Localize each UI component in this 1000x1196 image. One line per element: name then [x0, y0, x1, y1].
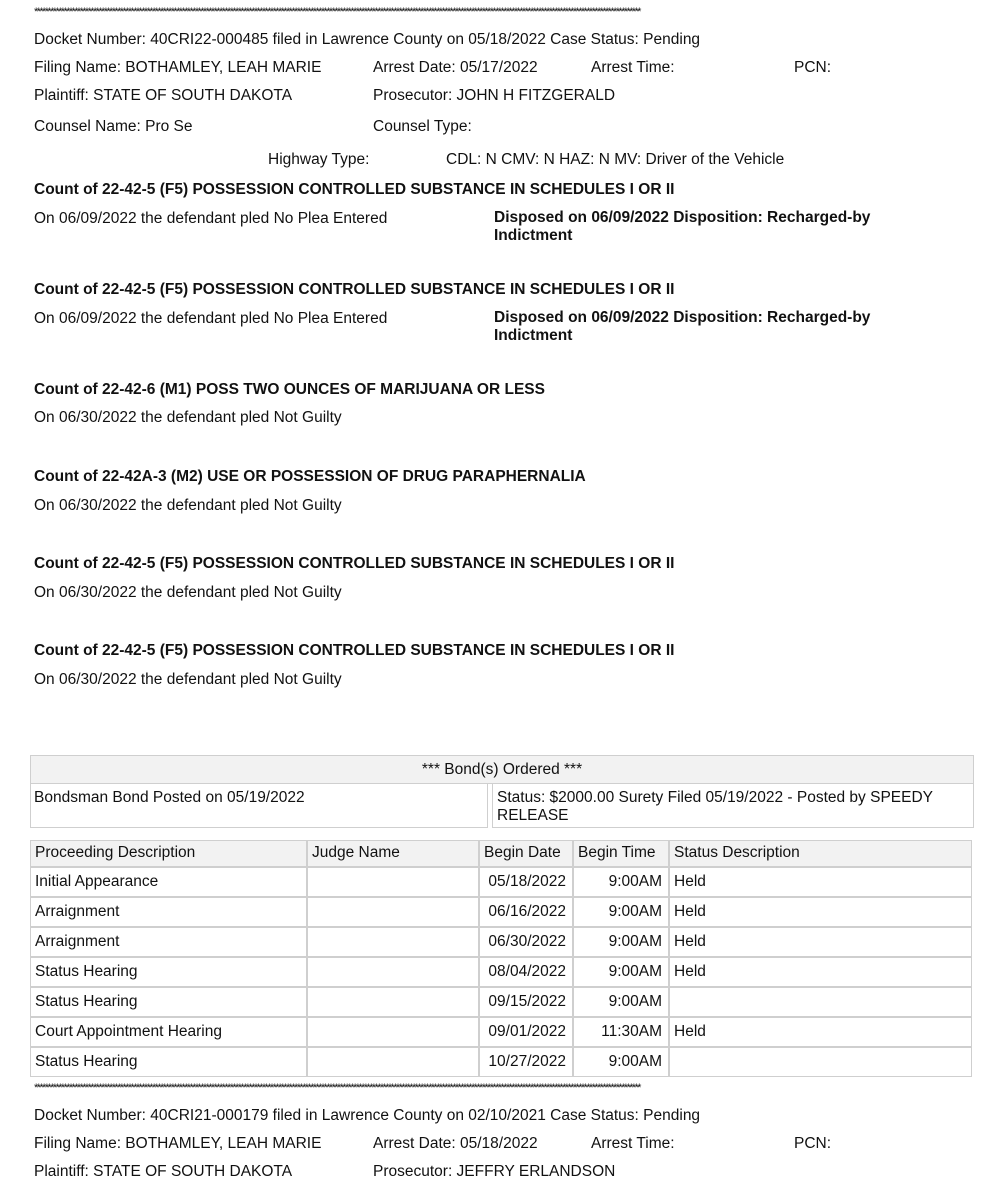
begin-time: 9:00AM — [573, 927, 669, 957]
plaintiff: Plaintiff: STATE OF SOUTH DAKOTA — [34, 87, 293, 104]
col-header-status: Status Description — [669, 840, 972, 867]
proceeding-description: Initial Appearance — [30, 867, 307, 897]
count-title: Count of 22-42A-3 (M2) USE OR POSSESSION OF DRUG PARAPHERNALIA — [34, 468, 586, 485]
status-description: Held — [669, 927, 972, 957]
separator-top: ********************************************************************************************************************************************************************************************************************************** — [34, 6, 640, 18]
col-header-begin-date: Begin Date — [479, 840, 573, 867]
filing-name: Filing Name: BOTHAMLEY, LEAH MARIE — [34, 59, 322, 76]
judge-name — [307, 1047, 479, 1077]
col-header-proceeding: Proceeding Description — [30, 840, 307, 867]
status-description: Held — [669, 867, 972, 897]
count-plea: On 06/09/2022 the defendant pled No Plea Entered — [34, 210, 388, 227]
begin-date: 06/16/2022 — [479, 897, 573, 927]
judge-name — [307, 927, 479, 957]
prosecutor-2: Prosecutor: JEFFRY ERLANDSON — [373, 1163, 616, 1180]
bond-posted-cell — [30, 783, 488, 828]
count-title: Count of 22-42-5 (F5) POSSESSION CONTROLLED SUBSTANCE IN SCHEDULES I OR II — [34, 181, 675, 198]
pcn-2: PCN: — [794, 1135, 832, 1152]
arrest-time: Arrest Time: — [591, 59, 675, 76]
judge-name — [307, 987, 479, 1017]
count-title: Count of 22-42-5 (F5) POSSESSION CONTROLLED SUBSTANCE IN SCHEDULES I OR II — [34, 281, 675, 298]
begin-date: 09/01/2022 — [479, 1017, 573, 1047]
count-title: Count of 22-42-5 (F5) POSSESSION CONTROLLED SUBSTANCE IN SCHEDULES I OR II — [34, 555, 675, 572]
arrest-date-2: Arrest Date: 05/18/2022 — [373, 1135, 538, 1152]
status-description: Held — [669, 957, 972, 987]
vehicle-flags: CDL: N CMV: N HAZ: N MV: Driver of the Vehicle — [446, 151, 785, 168]
arrest-time-2: Arrest Time: — [591, 1135, 675, 1152]
begin-time: 9:00AM — [573, 897, 669, 927]
col-header-judge: Judge Name — [307, 840, 479, 867]
begin-date: 08/04/2022 — [479, 957, 573, 987]
count-disposition: Disposed on 06/09/2022 Disposition: Recharged-by Indictment — [494, 309, 871, 344]
arrest-date: Arrest Date: 05/17/2022 — [373, 59, 538, 76]
bond-posted: Bondsman Bond Posted on 05/19/2022 — [34, 789, 305, 806]
count-plea: On 06/30/2022 the defendant pled Not Guilty — [34, 409, 342, 426]
proceeding-description: Court Appointment Hearing — [30, 1017, 307, 1047]
plaintiff-2: Plaintiff: STATE OF SOUTH DAKOTA — [34, 1163, 293, 1180]
begin-date: 09/15/2022 — [479, 987, 573, 1017]
begin-time: 9:00AM — [573, 957, 669, 987]
col-header-begin-time: Begin Time — [573, 840, 669, 867]
bond-status: Status: $2000.00 Surety Filed 05/19/2022 - Posted by SPEEDY RELEASE — [497, 789, 933, 824]
proceeding-description: Status Hearing — [30, 957, 307, 987]
count-plea: On 06/30/2022 the defendant pled Not Guilty — [34, 671, 342, 688]
begin-date: 06/30/2022 — [479, 927, 573, 957]
separator-bottom: ********************************************************************************************************************************************************************************************************************************** — [34, 1082, 640, 1094]
prosecutor: Prosecutor: JOHN H FITZGERALD — [373, 87, 616, 104]
proceeding-description: Status Hearing — [30, 1047, 307, 1077]
count-title: Count of 22-42-6 (M1) POSS TWO OUNCES OF MARIJUANA OR LESS — [34, 381, 545, 398]
proceeding-description: Arraignment — [30, 897, 307, 927]
pcn: PCN: — [794, 59, 832, 76]
count-disposition: Disposed on 06/09/2022 Disposition: Recharged-by Indictment — [494, 209, 871, 244]
begin-date: 10/27/2022 — [479, 1047, 573, 1077]
proceeding-description: Status Hearing — [30, 987, 307, 1017]
judge-name — [307, 1017, 479, 1047]
begin-time: 11:30AM — [573, 1017, 669, 1047]
docket-line: Docket Number: 40CRI22-000485 filed in Lawrence County on 05/18/2022 Case Status: Pending — [34, 31, 701, 48]
begin-time: 9:00AM — [573, 867, 669, 897]
begin-date: 05/18/2022 — [479, 867, 573, 897]
proceeding-description: Arraignment — [30, 927, 307, 957]
filing-name-2: Filing Name: BOTHAMLEY, LEAH MARIE — [34, 1135, 322, 1152]
status-description — [669, 1047, 972, 1077]
status-description — [669, 987, 972, 1017]
begin-time: 9:00AM — [573, 1047, 669, 1077]
status-description: Held — [669, 1017, 972, 1047]
bond-header-bar — [30, 755, 974, 784]
judge-name — [307, 867, 479, 897]
docket-line-2: Docket Number: 40CRI21-000179 filed in Lawrence County on 02/10/2021 Case Status: Pending — [34, 1107, 701, 1124]
status-description: Held — [669, 897, 972, 927]
bond-header: *** Bond(s) Ordered *** — [421, 761, 583, 778]
count-title: Count of 22-42-5 (F5) POSSESSION CONTROLLED SUBSTANCE IN SCHEDULES I OR II — [34, 642, 675, 659]
judge-name — [307, 957, 479, 987]
count-plea: On 06/09/2022 the defendant pled No Plea Entered — [34, 310, 388, 327]
count-plea: On 06/30/2022 the defendant pled Not Guilty — [34, 584, 342, 601]
counsel-type: Counsel Type: — [373, 118, 472, 135]
bond-status-cell — [492, 783, 974, 828]
begin-time: 9:00AM — [573, 987, 669, 1017]
judge-name — [307, 897, 479, 927]
count-plea: On 06/30/2022 the defendant pled Not Guilty — [34, 497, 342, 514]
counsel-name: Counsel Name: Pro Se — [34, 118, 193, 135]
highway-type: Highway Type: — [268, 151, 370, 168]
